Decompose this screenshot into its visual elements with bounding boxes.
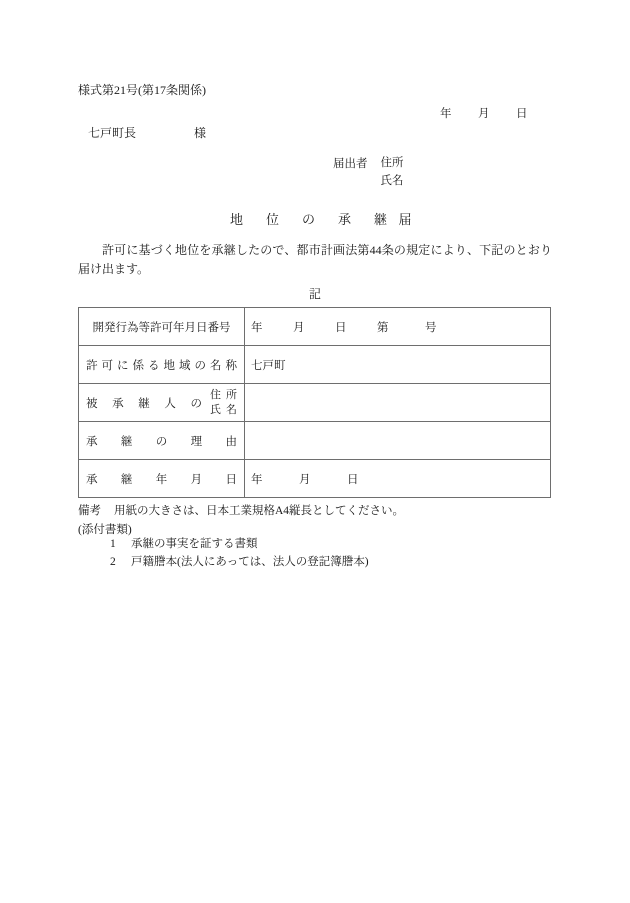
title-char-1: 位 [265, 212, 279, 227]
label-char: 年 [155, 473, 168, 486]
submitter-label: 届出者 [333, 158, 368, 170]
row-label-succession-date [79, 460, 245, 498]
body-paragraph: 許可に基づく地位を承継したので、都市計画法第44条の規定により、下記のとおり届け出ます。 [78, 243, 552, 277]
row-value-predecessor[interactable] [245, 384, 551, 422]
label-char: 承 [86, 435, 98, 448]
label-char: 氏 [210, 403, 221, 416]
label-char: 所 [226, 389, 237, 402]
label-char: の [190, 397, 202, 410]
date-year-label: 年 [440, 108, 452, 120]
title-char-5: 届 [398, 212, 412, 227]
attachment-text: 戸籍謄本(法人にあっては、法人の登記簿謄本) [131, 555, 369, 568]
table-row [79, 308, 551, 346]
permit-no-suffix-label: 号 [425, 321, 437, 334]
attachment-number: 2 [110, 555, 116, 568]
attachment-number: 1 [110, 538, 116, 550]
label-char: 継 [138, 397, 150, 410]
kiji-marker: 記 [308, 287, 321, 301]
label-char: 名 [210, 359, 222, 372]
label-char: 人 [164, 397, 176, 410]
addressee-honorific: 様 [194, 126, 207, 140]
date-month-label: 月 [478, 108, 490, 120]
row-label-predecessor [79, 384, 245, 422]
list-item [110, 536, 369, 554]
succession-day-label: 日 [347, 473, 359, 486]
permit-month-label: 月 [293, 321, 305, 334]
submitter-fields [381, 155, 404, 191]
table-row [79, 384, 551, 422]
label-char: の [155, 435, 168, 448]
title-char-2: の [301, 212, 315, 227]
label-char: 理 [190, 435, 203, 448]
label-char: 住 [210, 389, 221, 402]
label-char: 承 [112, 397, 124, 410]
date-line [440, 105, 528, 121]
permit-day-label: 日 [335, 321, 347, 334]
row-value-succession-reason[interactable] [245, 422, 551, 460]
permit-year-label: 年 [251, 321, 263, 334]
table-row [79, 460, 551, 498]
form-table [78, 307, 551, 498]
succession-month-label: 月 [299, 473, 311, 486]
label-char: 名 [226, 403, 237, 416]
label-char: の [194, 359, 206, 372]
row-value-area-name[interactable]: 七戸町 [245, 346, 551, 384]
title-char-3: 承 [337, 212, 351, 227]
label-char: 由 [225, 435, 237, 448]
label-char: 可 [101, 359, 113, 372]
submitter-address-label: 住所 [380, 157, 404, 169]
addressee-name: 七戸町長 [88, 126, 137, 140]
label-char: 許 [86, 359, 98, 372]
list-item [110, 554, 369, 572]
label-char: 継 [120, 473, 133, 486]
submitter-name-label: 氏名 [380, 174, 404, 187]
label-char: 地 [163, 359, 175, 372]
label-char: 継 [120, 435, 133, 448]
remarks-label: 備考 [78, 505, 101, 517]
label-char: 月 [190, 473, 203, 486]
label-char: 称 [225, 359, 237, 372]
title-char-4: 継 [373, 212, 387, 227]
submitter-block [333, 155, 404, 191]
label-char: 承 [86, 473, 98, 486]
attachments-heading: (添付書類) [78, 524, 132, 536]
date-day-label: 日 [516, 108, 528, 120]
label-char: に [117, 359, 129, 372]
title-char-0: 地 [229, 212, 243, 227]
remarks-text: 用紙の大きさは、日本工業規格A4縦長としてください。 [114, 505, 405, 517]
addressee [88, 124, 206, 141]
row-label-area-name [79, 346, 245, 384]
predecessor-address-name-stack [210, 388, 237, 416]
label-char: 係 [132, 359, 144, 372]
remarks-note [78, 502, 404, 518]
row-value-succession-date[interactable] [245, 460, 551, 498]
row-label-permit-number: 開発行為等許可年月日番号 [79, 308, 245, 346]
attachment-text: 承継の事実を証する書類 [131, 538, 258, 550]
label-char: る [148, 359, 160, 372]
permit-no-prefix-label: 第 [377, 321, 389, 334]
page-title [0, 209, 630, 228]
label-char: 日 [225, 473, 237, 486]
table-row [79, 346, 551, 384]
label-char: 被 [86, 397, 98, 410]
attachments-list [110, 536, 369, 572]
form-code: 様式第21号(第17条関係) [78, 83, 206, 97]
row-value-permit-number[interactable] [245, 308, 551, 346]
table-row [79, 422, 551, 460]
label-char: 域 [179, 359, 191, 372]
succession-year-label: 年 [251, 473, 263, 486]
row-label-succession-reason [79, 422, 245, 460]
